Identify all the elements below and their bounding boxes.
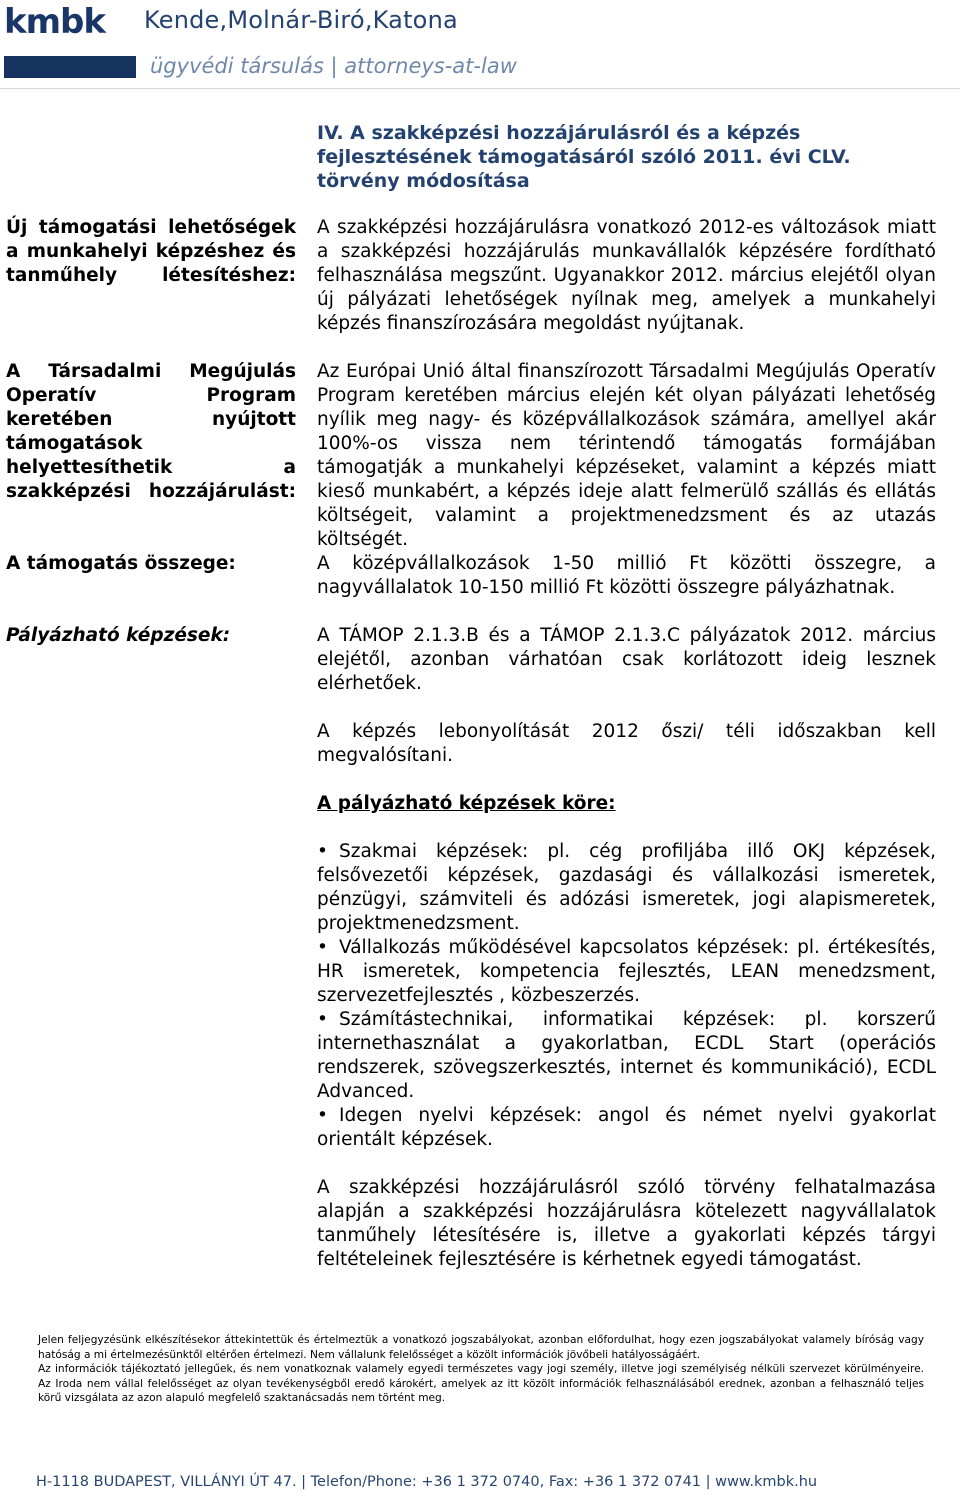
section-heading: IV. A szakképzési hozzájárulásról és a képzés fejlesztésének támogatásáról szóló 2011. évi CLV. törvény módosítása bbox=[317, 122, 851, 192]
header-divider bbox=[0, 88, 960, 89]
list-item bbox=[317, 936, 936, 1008]
bullet-icon: • bbox=[317, 937, 328, 958]
topic-text: A szakképzési hozzájárulásra vonatkozó 2012-es változások miatt a szakképzési hozzájárulás munkavállalók képzésére fordítható felhasználása megszűnt. Ugyanakkor 2012. március elejétől olyan új pályázati lehetőségek nyílnak meg, amelyek a munkahelyi képzés finanszírozására megoldást nyújtanak. bbox=[317, 217, 936, 334]
firm-tagline: ügyvédi társulás | attorneys-at-law bbox=[150, 54, 517, 78]
topic-label: Új támogatási lehetőségek a munkahelyi képzéshez és tanműhely létesítéshez: bbox=[6, 217, 296, 286]
logo-mark: kmbk bbox=[4, 2, 105, 42]
bullet-icon: • bbox=[317, 1009, 328, 1030]
disclaimer bbox=[38, 1333, 924, 1406]
bullet-icon: • bbox=[317, 841, 328, 862]
logo-bar bbox=[4, 56, 136, 78]
list-item-text: Vállalkozás működésével kapcsolatos képzések: pl. értékesítés, HR ismeretek, kompetencia fejlesztés, LEAN menedzsment, szervezetfejlesztés , közbeszerzés. bbox=[317, 937, 936, 1006]
firm-name: Kende,Molnár-Biró,Katona bbox=[144, 6, 458, 34]
list-item-text: Idegen nyelvi képzések: angol és német nyelvi gyakorlat orientált képzések. bbox=[317, 1105, 936, 1150]
firm-logo bbox=[4, 0, 564, 42]
list-item-text: Szakmai képzések: pl. cég profiljába illő OKJ képzések, felsővezetői képzések, gazdasági és vállalkozási ismeretek, pénzügyi, számviteli és adózási ismeretek, jogi alapismeretek, projektmenedzsment. bbox=[317, 841, 936, 934]
topic-text: A TÁMOP 2.1.3.B és a TÁMOP 2.1.3.C pályázatok 2012. március elejétől, azonban várhatóan csak korlátozott ideig lesznek elérhetőek. bbox=[317, 625, 936, 694]
disclaimer-paragraph: Jelen feljegyzésünk elkészítésekor áttekintettük és értelmeztük a vonatkozó jogszabályokat, azonban előfordulhat, hogy ezen jogszabályokat valamely bíróság vagy hatóság a mi értelmezésünktől eltérően értelmezi. Nem vállalunk felelősséget a közölt információk jövőbeli hatályosságáért. bbox=[38, 1334, 924, 1361]
topic-label: Pályázható képzések: bbox=[6, 625, 231, 646]
topic-label: A támogatás összege: bbox=[6, 553, 236, 574]
training-scope-title: A pályázható képzések köre: bbox=[317, 793, 616, 814]
list-item bbox=[317, 840, 936, 936]
topic-label: A Társadalmi Megújulás Operatív Program keretében nyújtott támogatások helyettesíthetik a szakképzési hozzájárulást: bbox=[6, 361, 296, 502]
footer-contact: H-1118 BUDAPEST, VILLÁNYI ÚT 47. | Telefon/Phone: +36 1 372 0740, Fax: +36 1 372 0741 | www.kmbk.hu bbox=[36, 1474, 818, 1490]
list-item-text: Számítástechnikai, informatikai képzések: pl. korszerű internethasználat a gyakorlatban, ECDL Start (operációs rendszerek, szövegszerkesztés, internet és kommunikáció), ECDL Advanced. bbox=[317, 1009, 936, 1102]
schedule-text: A képzés lebonyolítását 2012 őszi/ téli időszakban kell megvalósítani. bbox=[317, 721, 936, 766]
topic-text: A középvállalkozások 1-50 millió Ft közötti összegre, a nagyvállalatok 10-150 millió Ft közötti összegre pályázhatnak. bbox=[317, 553, 936, 598]
topic-text: Az Európai Unió által finanszírozott Társadalmi Megújulás Operatív Program keretében március elején két olyan pályázati lehetőség nyílik meg nagy- és középvállalkozások számára, amellyel akár 100%-os vissza nem térintendő támogatás formájában támogatják a munkahelyi képzéseket, valamint a képzés miatt kieső munkabért, a képzés ideje alatt felmerülő szállás és ellátás költségeit, valamint a projektmenedzsment és az utazás költségét. bbox=[317, 361, 936, 550]
workshop-text: A szakképzési hozzájárulásról szóló törvény felhatalmazása alapján a szakképzési hozzájárulásra kötelezett nagyvállalatok tanműhely létesítésére is, illetve a gyakorlati képzés tárgyi feltételeinek fejlesztésére is kérhetnek egyedi támogatást. bbox=[317, 1177, 936, 1270]
disclaimer-paragraph: Az információk tájékoztató jellegűek, és nem vonatkoznak valamely egyedi természetes vagy jogi személy, illetve jogi személyiség nélküli szervezet körülményeire. Az Iroda nem vállal felelősséget az olyan tevékenységből eredő károkért, amelyek az itt közölt információk felhasználásából erednek, azonban a felhasználó teljes körű vizsgálata az azon alapuló megfelelő szaktanácsadás nem történt meg. bbox=[38, 1363, 924, 1404]
training-scope-list bbox=[317, 840, 936, 1152]
list-item bbox=[317, 1104, 936, 1152]
bullet-icon: • bbox=[317, 1105, 328, 1126]
list-item bbox=[317, 1008, 936, 1104]
